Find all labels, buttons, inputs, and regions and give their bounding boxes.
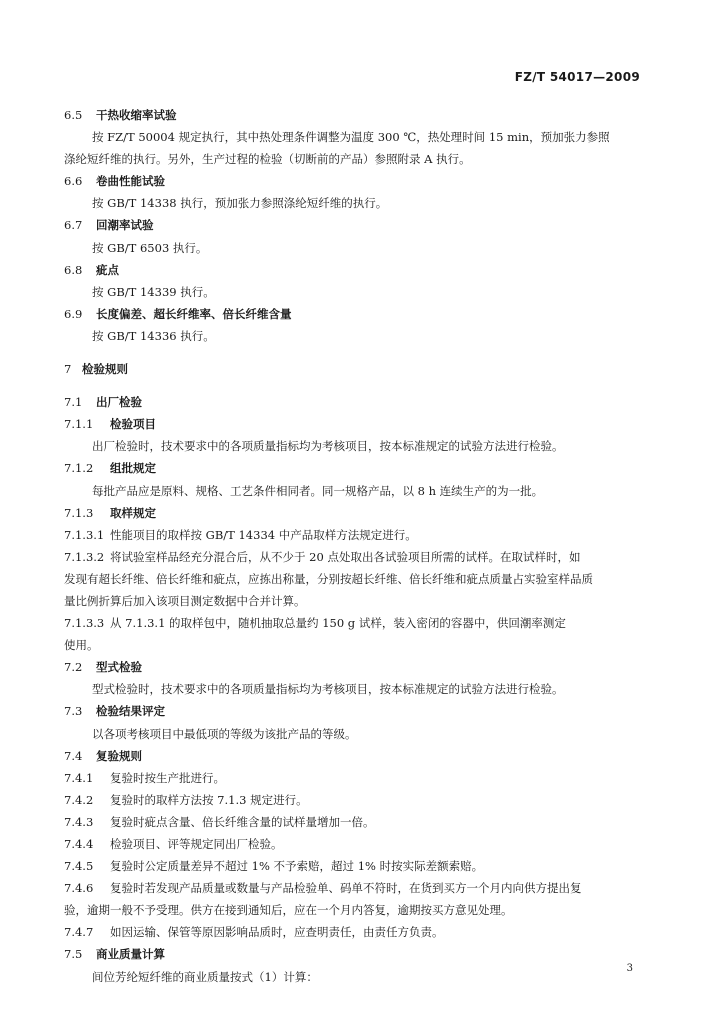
section-spacer	[64, 347, 644, 358]
section-heading	[64, 413, 644, 435]
section-heading	[64, 358, 644, 380]
section-number: 7.1.3	[64, 505, 94, 520]
section-number: 6.9	[64, 306, 83, 321]
section-number: 7.5	[64, 947, 83, 962]
section-number: 7.4	[64, 748, 83, 763]
paragraph-line: 按 GB/T 14339 执行。	[92, 284, 215, 299]
paragraph-line: 按 GB/T 6503 执行。	[92, 240, 208, 255]
section-number: 6.7	[64, 218, 83, 233]
clause-number: 7.4.7	[64, 925, 94, 940]
clause-number: 7.1.3.3	[64, 616, 105, 631]
section-heading	[64, 259, 644, 281]
section-heading	[64, 700, 644, 722]
paragraph-line: 按 GB/T 14338 执行，预加张力参照涤纶短纤维的执行。	[92, 196, 388, 211]
section-heading	[64, 656, 644, 678]
clause-number: 7.1.3.1	[64, 527, 105, 542]
clause-item	[64, 524, 644, 546]
section-number: 7.1.2	[64, 461, 94, 476]
clause-item	[64, 789, 644, 811]
section-number: 6.8	[64, 262, 83, 277]
section-number: 6.6	[64, 174, 83, 189]
paragraph-continuation: 量比例折算后加入该项目测定数据中合并计算。	[64, 593, 306, 608]
section-heading	[64, 943, 644, 965]
page-number: 3	[626, 963, 633, 974]
section-heading	[64, 745, 644, 767]
clause-text: 复验时若发现产品质量或数量与产品检验单、码单不符时，在货到买方一个月内向供方提出复	[110, 881, 582, 896]
section-number: 6.5	[64, 108, 83, 122]
section-title: 复验规则	[96, 748, 142, 763]
paragraph-continuation: 使用。	[64, 638, 99, 653]
clause-text: 复验时的取样方法按 7.1.3 规定进行。	[110, 792, 308, 807]
document-body	[64, 104, 644, 988]
clause-number: 7.4.5	[64, 859, 94, 874]
document-code: FZ/T 54017—2009	[514, 70, 640, 84]
section-heading	[64, 170, 644, 192]
section-number: 7	[64, 362, 72, 377]
clause-item	[64, 833, 644, 855]
section-title: 回潮率试验	[96, 218, 154, 233]
section-title: 型式检验	[96, 660, 142, 675]
clause-number: 7.4.3	[64, 814, 94, 829]
section-title: 检验结果评定	[96, 704, 165, 719]
clause-text: 复验时按生产批进行。	[110, 770, 225, 785]
clause-number: 7.4.1	[64, 770, 94, 785]
clause-text: 将试验室样品经充分混合后，从不少于 20 点处取出各试验项目所需的试样。在取试样时，如	[110, 549, 581, 564]
paragraph-continuation: 验，逾期一般不予受理。供方在接到通知后，应在一个月内答复，逾期按买方意见处理。	[64, 903, 513, 918]
paragraph-continuation: 涤纶短纤维的执行。另外，生产过程的检验（切断前的产品）参照附录 A 执行。	[64, 152, 471, 167]
paragraph-line: 出厂检验时，技术要求中的各项质量指标均为考核项目，按本标准规定的试验方法进行检验。	[92, 439, 564, 454]
paragraph-continuation: 发现有超长纤维、倍长纤维和疵点，应拣出称量，分别按超长纤维、倍长纤维和疵点质量占实验室样品质	[64, 571, 593, 586]
section-heading	[64, 104, 644, 126]
paragraph-line: 按 FZ/T 50004 规定执行，其中热处理条件调整为温度 300 ℃，热处理时间 15 min，预加张力参照	[92, 130, 610, 145]
clause-item	[64, 612, 644, 634]
section-spacer	[64, 380, 644, 391]
clause-item	[64, 811, 644, 833]
clause-text: 性能项目的取样按 GB/T 14334 中产品取样方法规定进行。	[110, 527, 417, 542]
clause-item	[64, 877, 644, 899]
clause-number: 7.4.6	[64, 881, 94, 896]
section-title: 干热收缩率试验	[96, 108, 177, 122]
section-title: 疵点	[96, 262, 119, 277]
clause-text: 如因运输、保管等原因影响品质时，应查明责任，由责任方负责。	[110, 925, 444, 940]
paragraph-line: 以各项考核项目中最低项的等级为该批产品的等级。	[92, 726, 357, 741]
section-title: 取样规定	[110, 505, 156, 520]
clause-number: 7.1.3.2	[64, 549, 105, 564]
section-title: 出厂检验	[96, 395, 142, 410]
section-title: 检验项目	[110, 417, 156, 432]
clause-text: 从 7.1.3.1 的取样包中，随机抽取总量约 150 g 试样，装入密闭的容器中，供回潮率测定	[110, 616, 566, 631]
clause-item	[64, 921, 644, 943]
section-heading	[64, 391, 644, 413]
paragraph-line: 每批产品应是原料、规格、工艺条件相同者。同一规格产品，以 8 h 连续生产的为一批。	[92, 483, 544, 498]
clause-number: 7.4.4	[64, 837, 94, 851]
section-heading	[64, 303, 644, 325]
paragraph-line: 间位芳纶短纤维的商业质量按式（1）计算：	[92, 969, 318, 984]
clause-text: 检验项目、评等规定同出厂检验。	[110, 837, 283, 851]
section-number: 7.1	[64, 395, 83, 410]
section-heading	[64, 502, 644, 524]
section-number: 7.1.1	[64, 417, 94, 432]
section-title: 长度偏差、超长纤维率、倍长纤维含量	[96, 306, 292, 321]
paragraph-line: 型式检验时，技术要求中的各项质量指标均为考核项目，按本标准规定的试验方法进行检验。	[92, 682, 564, 697]
clause-item	[64, 855, 644, 877]
paragraph-line: 按 GB/T 14336 执行。	[92, 328, 215, 343]
clause-item	[64, 546, 644, 568]
section-number: 7.3	[64, 704, 83, 719]
clause-text: 复验时疵点含量、倍长纤维含量的试样量增加一倍。	[110, 814, 375, 829]
section-title: 卷曲性能试验	[96, 174, 165, 189]
section-title: 检验规则	[82, 362, 128, 377]
section-title: 商业质量计算	[96, 947, 165, 962]
section-heading	[64, 457, 644, 479]
section-number: 7.2	[64, 660, 83, 675]
section-heading	[64, 214, 644, 236]
clause-number: 7.4.2	[64, 792, 94, 807]
clause-text: 复验时公定质量差异不超过 1% 不予索赔，超过 1% 时按实际差额索赔。	[110, 859, 484, 874]
clause-item	[64, 767, 644, 789]
section-title: 组批规定	[110, 461, 156, 476]
